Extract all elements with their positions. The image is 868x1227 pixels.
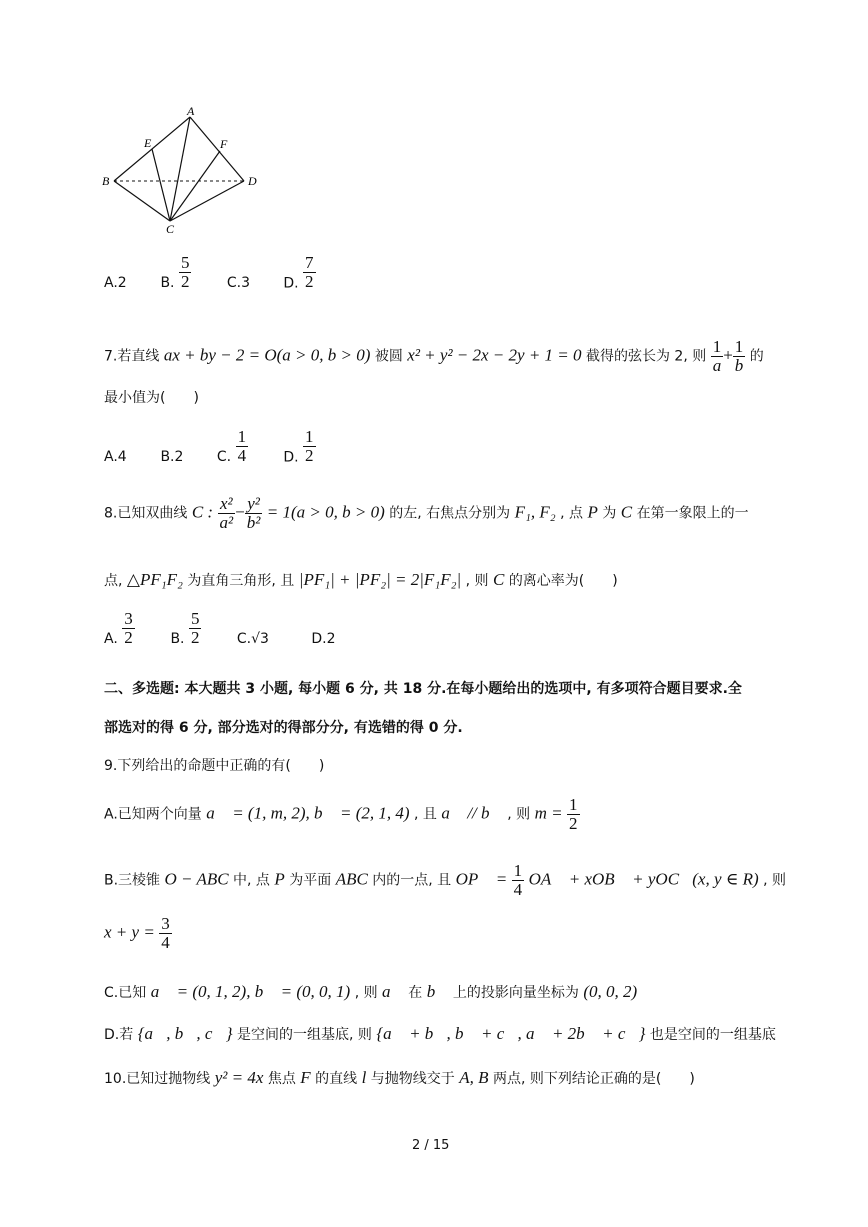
quadrilateral-figure <box>100 105 265 235</box>
q8-line1: 8.已知双曲线 C : $\frac{\text{x²}}{\text{a²}}$ − $\frac{\text{y²}}{\text{b²}}$ = 1(a > 0, b > 0) 的左, 右焦点分别为 F₁, F₂ , 点 P 为 C 在第一象限上的一 <box>104 494 749 532</box>
q7-opt-c: C. $\frac{1}{4}$ <box>216 427 247 465</box>
edge-ac <box>170 117 190 221</box>
q6-opt-a: A.2 <box>104 275 127 291</box>
q7-line-eq: ax + by − 2 = O(a > 0, b > 0) <box>163 345 371 365</box>
section2-line1: 二、多选题: 本大题共 3 小题, 每小题 6 分, 共 18 分.在每小题给出的选项中, 有多项符合题目要求.全 <box>104 681 742 697</box>
q9-option-c: C.已知 a⃗ = (0, 1, 2), b⃗ = (0, 0, 1) , 则 a⃗ 在 b⃗ 上的投影向量坐标为 (0, 0, 2) <box>104 982 638 1001</box>
q6-opt-b: B. $\frac{5}{2}$ <box>160 253 190 291</box>
edge-fc <box>170 151 220 221</box>
q7-circle-eq: x² + y² − 2x − 2y + 1 = 0 <box>407 345 582 365</box>
q9-option-b: B.三棱锥 O − ABC 中, 点 P 为平面 ABC 内的一点, 且 OP⃗ = $\frac{1}{4}$ OA⃗ + xOB⃗ + yOC⃗(x, y ∈ R) , 则 <box>104 861 787 899</box>
label-a: A <box>187 105 195 118</box>
q6-opt-d: D. $\frac{7}{2}$ <box>283 253 314 291</box>
page-number: 2 / 15 <box>412 1138 450 1153</box>
q6-options <box>104 254 316 291</box>
label-d: D <box>248 174 257 188</box>
q9-option-d: D.若 {a⃗, b⃗, c⃗} 是空间的一组基底, 则 {a⃗ + b⃗, b⃗ + c⃗, a⃗ + 2b⃗ + c⃗} 也是空间的一组基底 <box>104 1024 776 1043</box>
label-b: B <box>102 174 110 188</box>
q6-opt-c: C.3 <box>226 275 251 291</box>
q7-options: A.4 B.2 C. $\frac{1}{4}$ D. $\frac{1}{2}$ <box>104 427 314 465</box>
q6-opt-b-frac: $\frac{5}{2}$ <box>180 253 190 291</box>
q9-option-b-result: x + y = $\frac{3}{4}$ <box>104 914 170 952</box>
q8-options: A. $\frac{3}{2}$ B. $\frac{5}{2}$ C.√3 D.2 <box>104 609 336 647</box>
q8-frac-x: $\frac{\text{x²}}{\text{a²}}$ <box>219 494 234 532</box>
q7-line1: 7.若直线 ax + by − 2 = O(a > 0, b > 0) 被圆 x² + y² − 2x − 2y + 1 = 0 截得的弦长为 2, 则 $\frac{1}{a}$ + $\frac{1}{b}$ 的 <box>104 337 764 375</box>
q8-frac-y: $\frac{\text{y²}}{\text{b²}}$ <box>246 494 261 532</box>
section2-line2: 部选对的得 6 分, 部分选对的得部分分, 有选错的得 0 分. <box>104 720 463 736</box>
label-e: E <box>144 136 152 150</box>
q8-line2: 点, △PF₁F₂ 为直角三角形, 且 |PF₁| + |PF₂| = 2|F₁F₂| , 则 C 的离心率为( ) <box>104 570 618 589</box>
label-c: C <box>166 222 175 235</box>
label-f: F <box>220 137 228 151</box>
q9-option-a: A.已知两个向量 a⃗ = (1, m, 2), b⃗ = (2, 1, 4) , 且 a⃗ // b⃗ , 则 m = $\frac{1}{2}$ <box>104 795 578 833</box>
q10-stem: 10.已知过抛物线 y² = 4x 焦点 F 的直线 l 与抛物线交于 A, B 两点, 则下列结论正确的是( ) <box>104 1068 695 1087</box>
q9-stem: 9.下列给出的命题中正确的有( ) <box>104 758 325 774</box>
q7-line2: 最小值为( ) <box>104 390 199 406</box>
q7-frac-b: $\frac{1}{b}$ <box>734 337 744 375</box>
edge-dc <box>170 181 244 221</box>
q7-frac-a: $\frac{1}{a}$ <box>712 337 722 375</box>
q6-opt-d-frac: $\frac{7}{2}$ <box>305 253 314 291</box>
q7-opt-d: D. $\frac{1}{2}$ <box>283 427 314 465</box>
edge-ad <box>190 117 244 181</box>
